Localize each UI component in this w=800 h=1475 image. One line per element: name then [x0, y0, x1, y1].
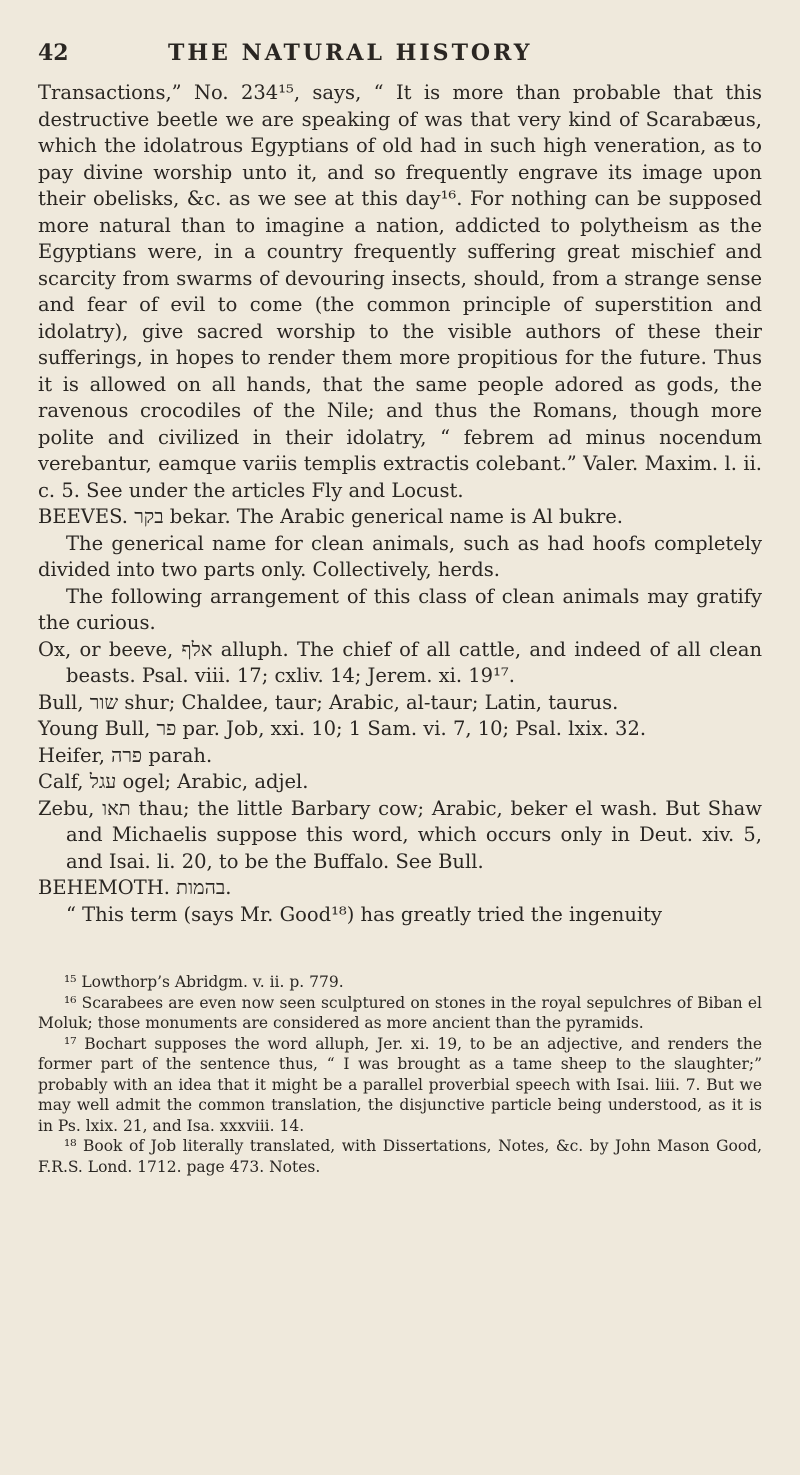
main-text [38, 80, 762, 928]
paragraph: “ This term (says Mr. Good¹⁸) has greatly tried the ingenuity [66, 902, 662, 926]
footnote: ¹⁶ Scarabees are even now seen sculptured on stones in the royal sepulchres of Biban el Moluk; those monuments are considered as more ancient than the pyramids. [38, 993, 762, 1032]
paragraph: The generical name for clean animals, such as had hoofs completely divided into two parts only. Collectively, herds. [38, 531, 762, 581]
entry-calf: Calf, עגל ogel; Arabic, adjel. [38, 770, 309, 793]
footnote: ¹⁵ Lowthorp’s Abridgm. v. ii. p. 779. [64, 973, 344, 991]
paragraph: The following arrangement of this class of clean animals may gratify the curious. [38, 584, 762, 634]
entry-behemoth: BEHEMOTH. בהמות. [38, 876, 232, 899]
footnote: ¹⁷ Bochart supposes the word alluph, Jer. xi. 19, to be an adjective, and renders the former part of the sentence thus, “ I was brought as a tame sheep to the slaughter;” probably with an idea that it might be a parallel proverbial speech with Isai. liii. 7. But we may well admit the common translation, the disjunctive particle being understood, as it is in Ps. lxix. 21, and Isa. xxxviii. 14. [38, 1034, 762, 1135]
entry-heifer: Heifer, פרה parah. [38, 743, 213, 767]
footnote: ¹⁸ Book of Job literally translated, with Dissertations, Notes, &c. by John Mason Good, F.R.S. Lond. 1712. page 473. Notes. [38, 1137, 762, 1176]
page-header [38, 40, 762, 72]
entry-ox: Ox, or beeve, אלף alluph. The chief of all cattle, and indeed of all clean beasts. Psal. viii. 17; cxliv. 14; Jerem. xi. 19¹⁷. [38, 637, 762, 687]
running-head: THE NATURAL HISTORY [168, 40, 533, 66]
entry-bull: Bull, שור shur; Chaldee, taur; Arabic, al-taur; Latin, taurus. [38, 690, 619, 714]
entry-young-bull: Young Bull, פר par. Job, xxi. 10; 1 Sam. vi. 7, 10; Psal. lxix. 32. [38, 717, 647, 740]
footnotes [38, 972, 762, 1177]
page-number: 42 [38, 40, 69, 66]
entry-beeves: BEEVES. בקר bekar. The Arabic generical name is Al bukre. [38, 505, 623, 528]
paragraph: Transactions,” No. 234¹⁵, says, “ It is more than probable that this destructive beetle we are speaking of was that very kind of Scarabæus, which the idolatrous Egyptians of old had in such high veneration, as to pay divine worship unto it, and so frequently engrave its image upon their obelisks, &c. as we see at this day¹⁶. For nothing can be supposed more natural than to imagine a nation, addicted to polytheism as the Egyptians were, in a country frequently suffering great mischief and scarcity from swarms of devouring insects, should, from a strange sense and fear of evil to come (the common principle of superstition and idolatry), give sacred worship to the visible authors of these their sufferings, in hopes to render them more propitious for the future. Thus it is allowed on all hands, that the same people adored as gods, the ravenous crocodiles of the Nile; and thus the Romans, though more polite and civilized in their idolatry, “ febrem ad minus nocendum verebantur, eamque variis templis extractis colebant.” Valer. Maxim. l. ii. c. 5. See under the articles Fly and Locust. [38, 81, 762, 502]
entry-zebu: Zebu, תאו thau; the little Barbary cow; Arabic, beker el wash. But Shaw and Michaelis suppose this word, which occurs only in Deut. xiv. 5, and Isai. li. 20, to be the Buffalo. See Bull. [38, 796, 762, 873]
